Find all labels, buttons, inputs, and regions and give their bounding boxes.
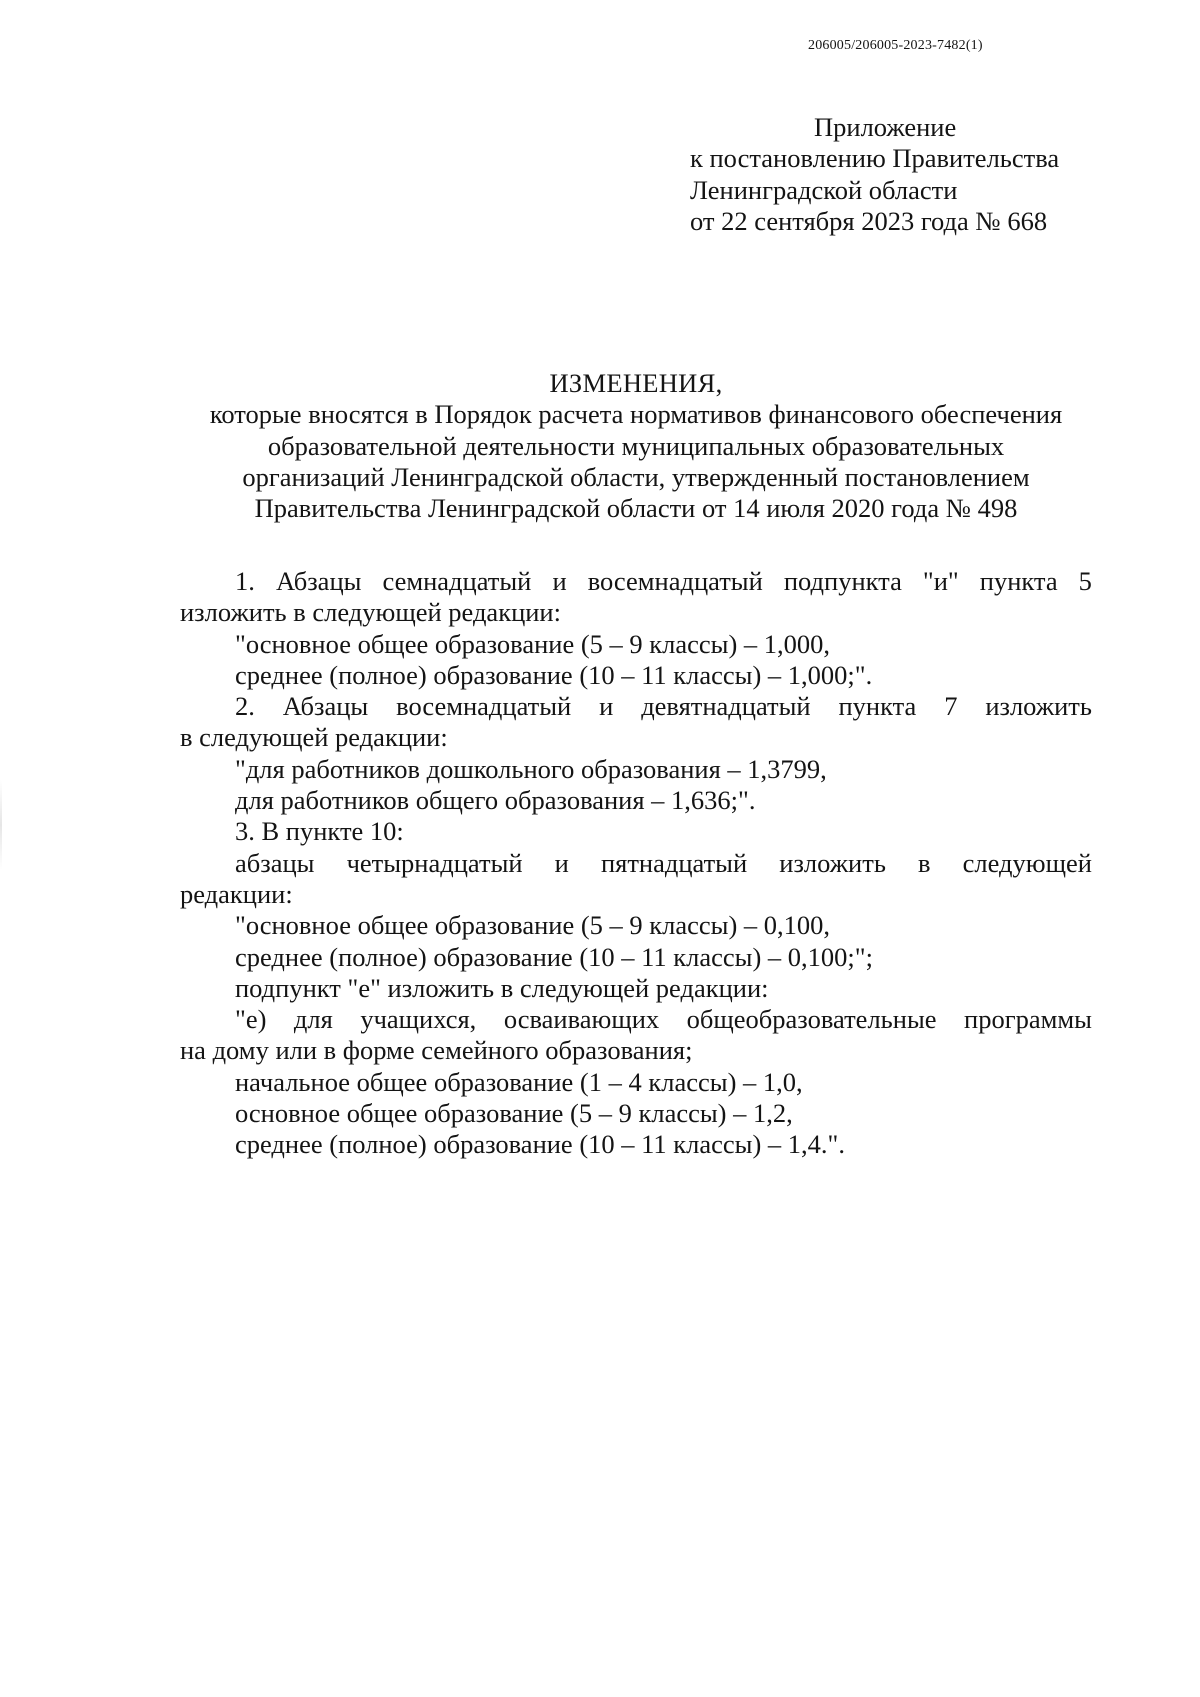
item-1-quote-1: "основное общее образование (5 – 9 классы) – 1,000, — [235, 628, 831, 659]
word: в — [918, 847, 931, 878]
word: осваивающих — [503, 1004, 660, 1035]
word: подпункта — [783, 566, 902, 596]
word: пятнадцатый — [600, 847, 748, 878]
word: пункта — [979, 566, 1058, 596]
word: девятнадцатый — [641, 691, 811, 722]
appendix-line-2: Ленинградской области — [690, 174, 958, 205]
item-3a-line — [180, 848, 1092, 879]
appendix-line-1: к постановлению Правительства — [690, 143, 1060, 174]
word: и — [599, 691, 614, 722]
title-line: образовательной деятельности муниципальных образовательных — [267, 430, 1005, 461]
word: общеобразовательные — [686, 1004, 937, 1035]
appendix-caption: Приложение — [814, 112, 957, 142]
word: следующей — [962, 847, 1092, 878]
item-1-continuation: изложить в следующей редакции: — [180, 597, 561, 628]
title-heading: ИЗМЕНЕНИЯ, — [549, 368, 723, 398]
word: семнадцатый — [382, 566, 532, 596]
word: 2. — [235, 691, 255, 722]
item-3e-quote-2: основное общее образование (5 – 9 классы) – 1,2, — [235, 1098, 793, 1129]
word: учащихся, — [360, 1004, 477, 1035]
word: и — [554, 847, 569, 878]
title-line: Правительства Ленинградской области от 14 июля 2020 года № 498 — [254, 493, 1018, 524]
item-1-line — [180, 566, 1092, 597]
registration-number: 206005/206005-2023-7482(1) — [808, 38, 983, 53]
word: изложить — [779, 847, 886, 878]
document-body — [180, 566, 1092, 1161]
word: 1. — [235, 566, 255, 596]
word: для — [293, 1004, 333, 1035]
appendix-block — [690, 112, 1059, 237]
item-2-quote-2: для работников общего образования – 1,636;". — [235, 785, 756, 816]
word: абзацы — [235, 847, 315, 878]
item-3-heading: 3. В пункте 10: — [235, 816, 404, 847]
scan-edge-mark — [0, 780, 2, 870]
item-3e-quote-3: среднее (полное) образование (10 – 11 классы) – 1,4.". — [235, 1129, 845, 1160]
item-2-line — [180, 691, 1092, 722]
item-3b-line: подпункт "е" изложить в следующей редакции: — [235, 972, 769, 1003]
item-3e-continuation: на дому или в форме семейного образования; — [180, 1035, 693, 1066]
title-line: которые вносятся в Порядок расчета нормативов финансового обеспечения — [209, 399, 1063, 430]
item-3a-quote-2: среднее (полное) образование (10 – 11 классы) – 0,100;"; — [235, 941, 873, 972]
word: "и" — [922, 566, 959, 596]
word: и — [552, 566, 567, 596]
item-3e-quote-1: начальное общее образование (1 – 4 классы) – 1,0, — [235, 1066, 803, 1097]
word: изложить — [985, 691, 1092, 722]
item-3e-line — [180, 1004, 1092, 1035]
word: Абзацы — [275, 566, 362, 596]
word: программы — [964, 1004, 1092, 1035]
word: пункта — [838, 691, 917, 722]
item-3a-continuation: редакции: — [180, 878, 293, 909]
item-1-quote-2: среднее (полное) образование (10 – 11 классы) – 1,000;". — [235, 659, 873, 690]
document-title — [180, 368, 1092, 524]
word: 7 — [944, 691, 958, 722]
word: Абзацы — [282, 691, 369, 722]
word: "е) — [235, 1004, 267, 1035]
word: 5 — [1078, 566, 1092, 596]
word: четырнадцатый — [346, 847, 523, 878]
appendix-line-3: от 22 сентября 2023 года № 668 — [690, 205, 1048, 236]
word: восемнадцатый — [396, 691, 572, 722]
item-3a-quote-1: "основное общее образование (5 – 9 классы) – 0,100, — [235, 910, 831, 941]
word: восемнадцатый — [587, 566, 763, 596]
title-line: организаций Ленинградской области, утвержденный постановлением — [242, 461, 1030, 492]
item-2-continuation: в следующей редакции: — [180, 722, 448, 753]
item-2-quote-1: "для работников дошкольного образования – 1,3799, — [235, 753, 827, 784]
